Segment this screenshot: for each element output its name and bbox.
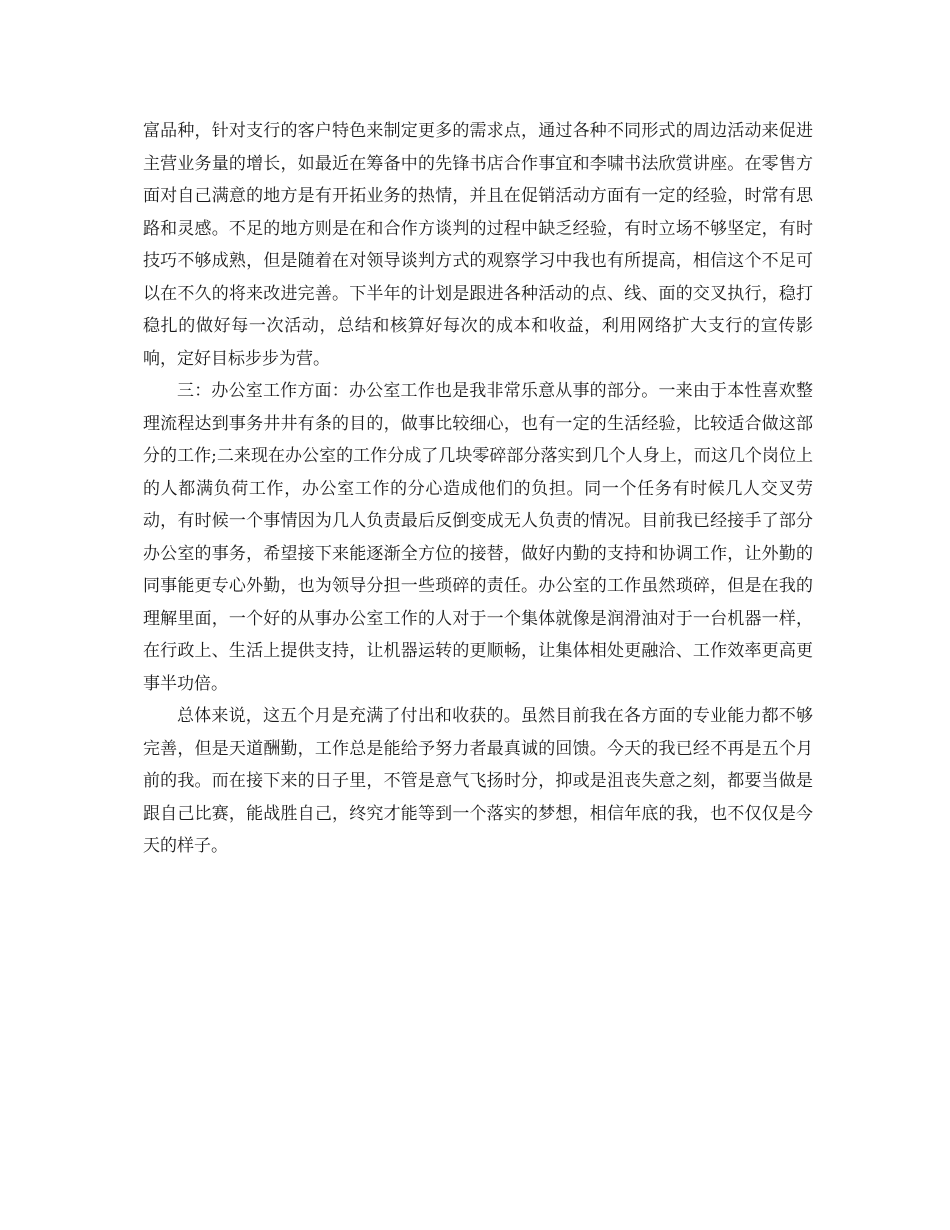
document-body [143, 115, 813, 863]
paragraph-summary: 总体来说，这五个月是充满了付出和收获的。虽然目前我在各方面的专业能力都不够完善，但是天道酬勤，工作总是能给予努力者最真诚的回馈。今天的我已经不再是五个月前的我。而在接下来的日子里，不管是意气飞扬时分，抑或是沮丧失意之刻，都要当做是跟自己比赛，能战胜自己，终究才能等到一个落实的梦想，相信年底的我，也不仅仅是今天的样子。 [143, 706, 813, 856]
paragraph-retail-continued: 富品种，针对支行的客户特色来制定更多的需求点，通过各种不同形式的周边活动来促进主营业务量的增长，如最近在筹备中的先锋书店合作事宜和李啸书法欣赏讲座。在零售方面对自己满意的地方是有开拓业务的热情，并且在促销活动方面有一定的经验，时常有思路和灵感。不足的地方则是在和合作方谈判的过程中缺乏经验，有时立场不够坚定，有时技巧不够成熟，但是随着在对领导谈判方式的观察学习中我也有所提高，相信这个不足可以在不久的将来改进完善。下半年的计划是跟进各种活动的点、线、面的交叉执行，稳打稳扎的做好每一次活动，总结和核算好每次的成本和收益，利用网络扩大支行的宣传影响，定好目标步步为营。 [143, 121, 813, 369]
paragraph-office-work: 三：办公室工作方面：办公室工作也是我非常乐意从事的部分。一来由于本性喜欢整理流程达到事务井井有条的目的，做事比较细心，也有一定的生活经验，比较适合做这部分的工作;二来现在办公室的工作分成了几块零碎部分落实到几个人身上，而这几个岗位上的人都满负荷工作，办公室工作的分心造成他们的负担。同一个任务有时候几人交叉劳动，有时候一个事情因为几人负责最后反倒变成无人负责的情况。目前我已经接手了部分办公室的事务，希望接下来能逐渐全方位的接替，做好内勤的支持和协调工作，让外勤的同事能更专心外勤，也为领导分担一些琐碎的责任。办公室的工作虽然琐碎，但是在我的理解里面，一个好的从事办公室工作的人对于一个集体就像是润滑油对于一台机器一样，在行政上、生活上提供支持，让机器运转的更顺畅，让集体相处更融洽、工作效率更高更事半功倍。 [143, 381, 813, 694]
